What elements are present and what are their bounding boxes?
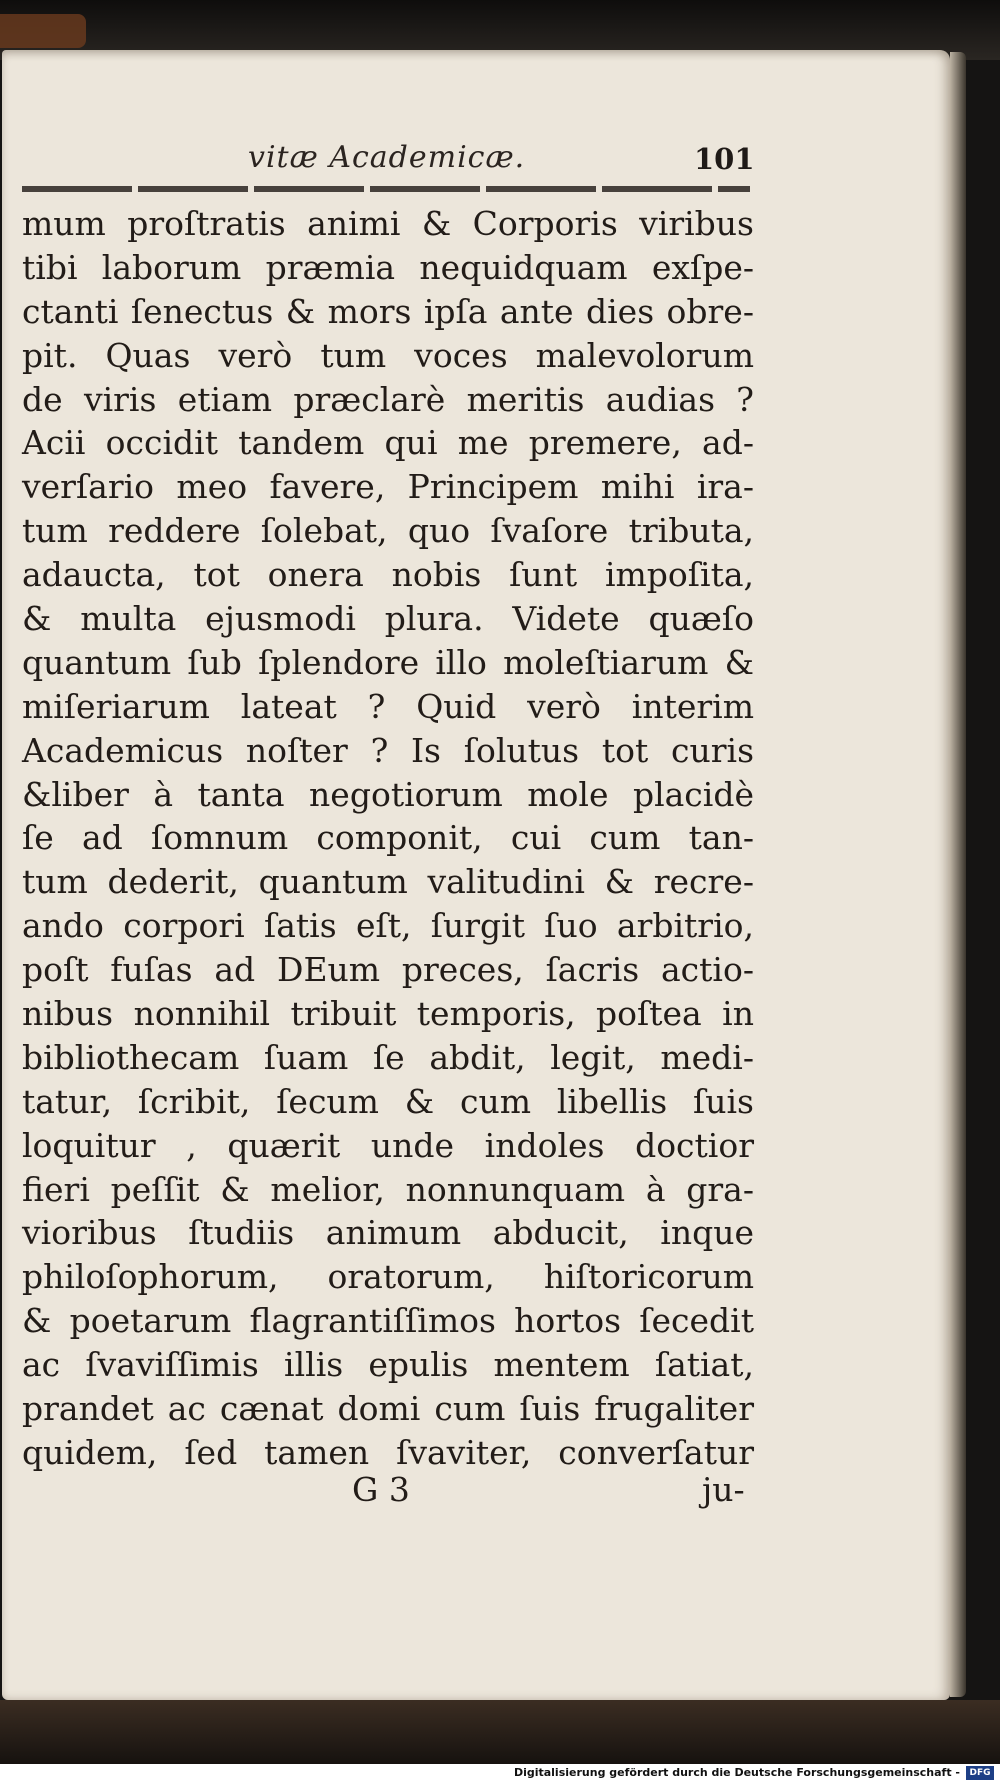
text-line: mum proſtratis animi & Corporis viribus [22, 204, 754, 243]
text-line: & poetarum flagrantiſſimos hortos ſecedit [22, 1301, 754, 1341]
bottom-shadow [0, 1700, 1000, 1764]
binding-tab [0, 14, 86, 48]
text-line: &liber à tanta negotiorum mole placidè [22, 774, 754, 814]
text-line: ſe ad ſomnum componit, cui cum tan- [22, 818, 754, 858]
page-number: 101 [694, 142, 755, 176]
text-line: tum dederit, quantum valitudini & recre- [22, 862, 754, 902]
text-line: ctanti ſenectus & mors ipſa ante dies obre- [22, 291, 754, 331]
text-line: ando corpori ſatis eſt, ſurgit ſuo arbitrio, [22, 906, 754, 946]
text-line: Acii occidit tandem qui me premere, ad- [22, 423, 754, 463]
text-line: quidem, ſed tamen ſvaviter, converſatur [22, 1432, 754, 1472]
text-line: vioribus ſtudiis animum abducit, inque [22, 1213, 754, 1253]
header-rule [22, 186, 750, 192]
text-line: tum reddere ſolebat, quo ſvaſore tributa, [22, 511, 754, 551]
text-line: fieri peſſit & melior, nonnunquam à gra- [22, 1169, 754, 1209]
text-line: verſario meo favere, Principem mihi ira- [22, 467, 754, 507]
text-line: pit. Quas verò tum voces malevolorum [22, 335, 754, 375]
text-line: nibus nonnihil tribuit temporis, poſtea in [22, 994, 754, 1034]
text-line: philoſophorum, oratorum, hiſtoricorum [22, 1257, 754, 1297]
text-line: miſeriarum lateat ? Quid verò interim [22, 686, 754, 726]
text-line: loquitur , quærit unde indoles doctior [22, 1125, 754, 1165]
dfg-logo-icon: DFG [966, 1766, 994, 1780]
text-line: poſt fuſas ad DEum preces, ſacris actio- [22, 950, 754, 990]
digitization-credit: Digitalisierung gefördert durch die Deutsche Forschungsgemeinschaft - [513, 1766, 960, 1779]
text-line: tibi laborum præmia nequidquam exſpe- [22, 247, 754, 287]
text-line: quantum ſub ſplendore illo moleſtiarum & [22, 642, 754, 682]
text-line: de viris etiam præclarè meritis audias ? [22, 379, 754, 419]
running-head: vitæ Academicæ. [248, 140, 526, 175]
signature-mark: G 3 [352, 1470, 410, 1509]
body-text [22, 202, 754, 1475]
text-line: prandet ac cænat domi cum ſuis frugaliter [22, 1389, 754, 1429]
text-line: bibliothecam ſuam ſe abdit, legit, medi- [22, 1037, 754, 1077]
page-edge [950, 52, 966, 1697]
catchword: ju- [702, 1470, 745, 1509]
text-line: Academicus noſter ? Is ſolutus tot curis [22, 730, 754, 770]
text-line: & multa ejusmodi plura. Videte quæſo [22, 599, 754, 639]
text-line: tatur, ſcribit, ſecum & cum libellis ſuis [22, 1081, 754, 1121]
text-line: adaucta, tot onera nobis ſunt impoſita, [22, 555, 754, 595]
text-line: ac ſvaviſſimis illis epulis mentem ſatiat, [22, 1345, 754, 1385]
